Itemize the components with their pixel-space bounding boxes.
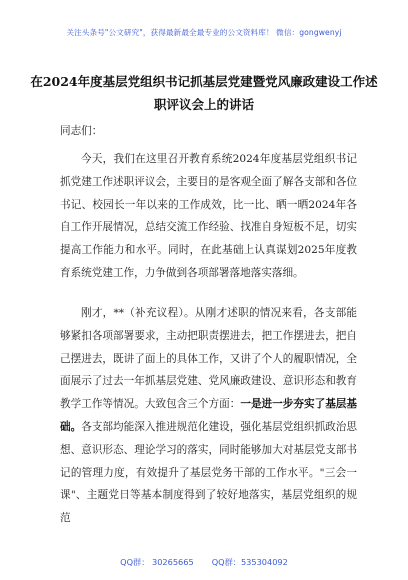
- footer-qq-2: QQ群：535304092: [211, 557, 288, 567]
- paragraph-2-emphasis: 一是进一步夯实了基层基础。: [60, 398, 358, 433]
- top-banner: 关注头条号"公文研究"，获得最新最全最专业的公文资料库！ 微信：gongwenyj: [66, 28, 342, 37]
- paragraph-2-text-b: 各支部均能深入推进规范化建设，强化基层党组织抓政治思想、意识形态、理论学习的落实，同时能够加大对基层党支部书记的管理力度，有效提升了基层党务干部的工作水平。"三会一课"、主题党日等基本制度得到了较好地落实，基层党组织的规范: [60, 420, 358, 525]
- paragraph-1: 今天，我们在这里召开教育系统2024年度基层党组织书记抓党建工作述职评议会，主要目的是客观全面了解各支部和各位书记、校园长一年以来的工作成效，比一比、晒一晒2024年各自工作开展情况，总结交流工作经验、找准自身短板不足，切实提高工作能力和水平。同时，在此基础上认真谋划2025年度教育系统党建工作，力争做到各项部署落地落实落细。: [60, 153, 357, 279]
- footer-qq-1: QQ群： 30265665: [120, 557, 194, 567]
- document-title: 在2024年度基层党组织书记抓基层党建暨党风廉政建设工作述职评议会上的讲话: [30, 74, 378, 112]
- footer-contact: [0, 557, 408, 568]
- salutation: 同志们：: [60, 125, 103, 137]
- paragraph-2: [60, 302, 357, 530]
- paragraph-2-text-a: 刚才，**（补充议程）。从刚才述职的情况来看，各支部能够紧扣各项部署要求，主动把职责摆进去，把工作摆进去，把自己摆进去，既讲了面上的具体工作，又讲了个人的履职情况，全面展示了过去一年抓基层党建、党风廉政建设、意识形态和教育教学工作等情况。大致包含三个方面：: [60, 307, 357, 411]
